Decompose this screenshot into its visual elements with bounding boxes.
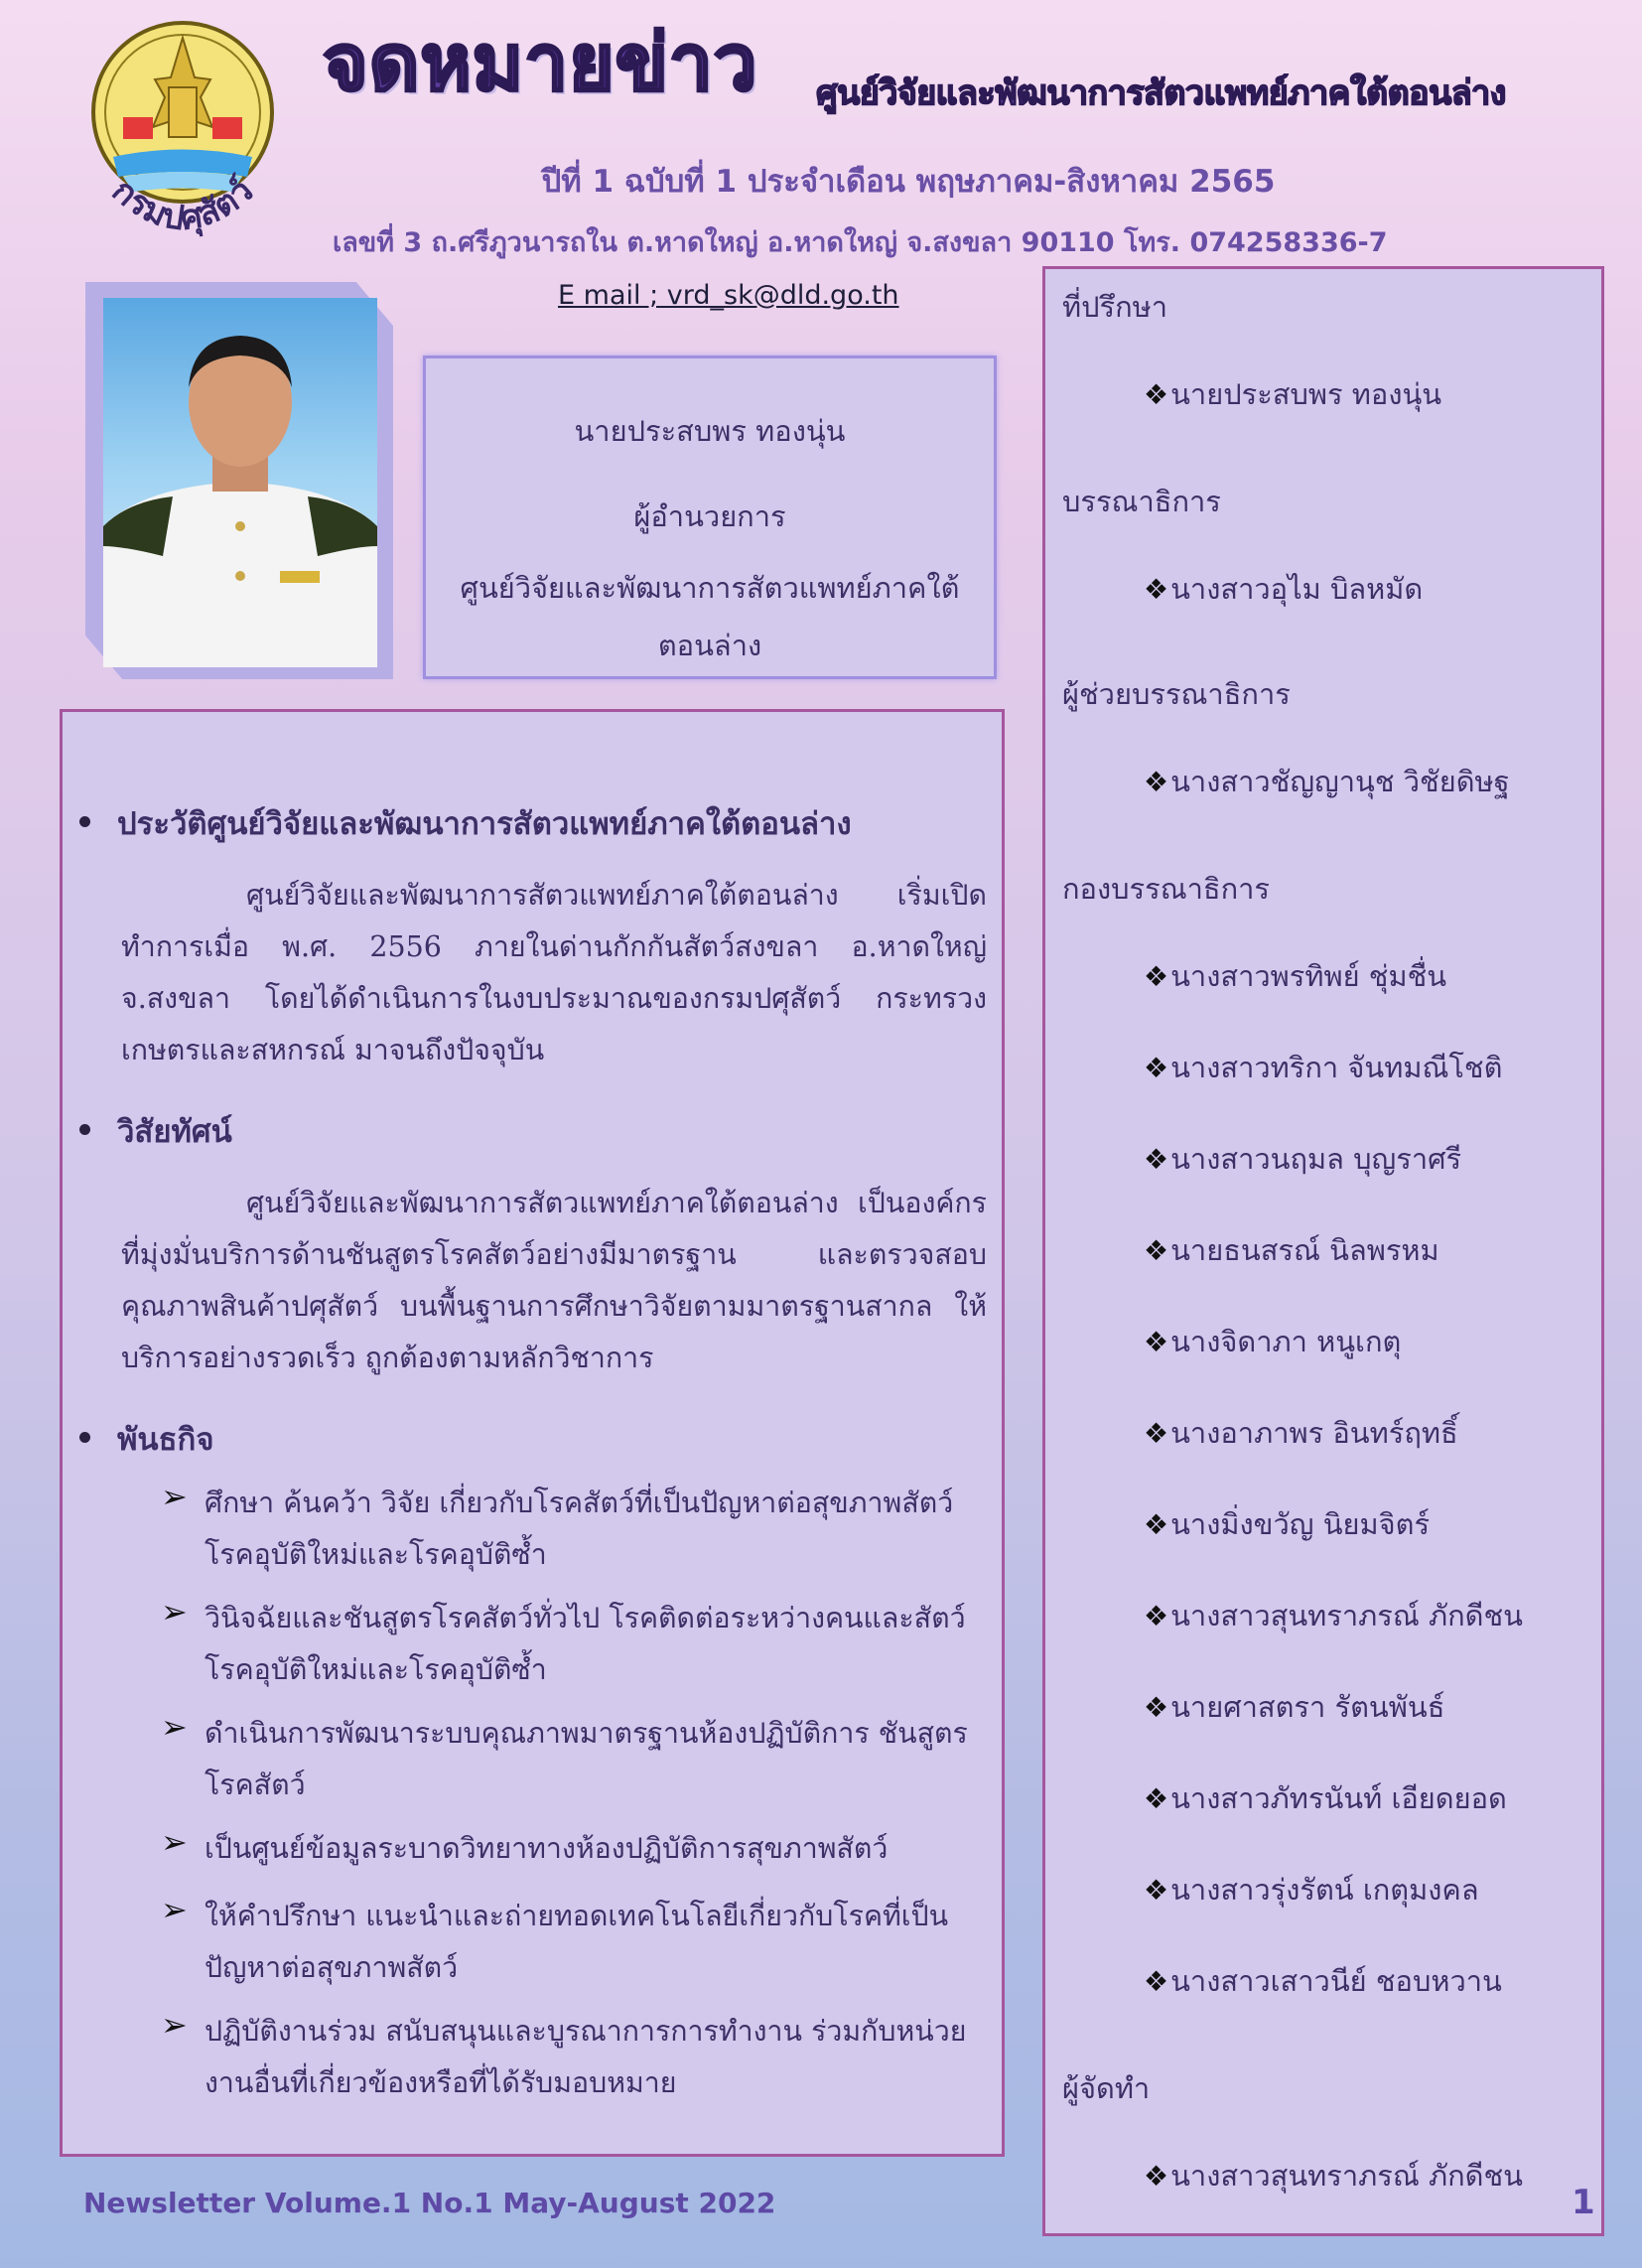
diamond-bullet-icon: ❖ [1144,378,1169,411]
director-photo [103,298,377,667]
mission-heading: พันธกิจ [117,1422,214,1458]
page-number: 1 [1572,2183,1595,2222]
mission-item: ศึกษา ค้นคว้า วิจัย เกี่ยวกับโรคสัตว์ที่เป็นปัญหาต่อสุขภาพสัตว์ โรคอุบัติใหม่และโรคอุบัติซ้ำ [205,1487,954,1571]
arrow-bullet-icon: ➢ [161,1823,188,1861]
diamond-bullet-icon: ❖ [1144,1143,1169,1176]
advisor-name: ❖นายประสบพร ทองนุ่น [1144,377,1442,411]
board-member: ❖นางสาวทริกา จันทมณีโชติ [1144,1051,1503,1084]
director-name: นายประสบพร ทองนุ่น [574,414,846,448]
board-member: ❖นางสาวภัทรนันท์ เอียดยอด [1144,1781,1507,1815]
board-member: ❖นางสาวรุ่งรัตน์ เกตุมงคล [1144,1873,1479,1907]
bullet-icon [79,1432,90,1443]
board-member: ❖นางจิดาภา หนูเกตุ [1144,1325,1402,1358]
assistant-editor-label: ผู้ช่วยบรรณาธิการ [1062,677,1291,711]
diamond-bullet-icon: ❖ [1144,1326,1169,1358]
footer-volume: Newsletter Volume.1 No.1 May-August 2022 [83,2187,776,2219]
diamond-bullet-icon: ❖ [1144,2160,1169,2193]
arrow-bullet-icon: ➢ [161,1478,188,1515]
board-member: ❖นางสาวสุนทราภรณ์ ภักดีชน [1144,1599,1523,1632]
diamond-bullet-icon: ❖ [1144,1417,1169,1450]
diamond-bullet-icon: ❖ [1144,766,1169,798]
diamond-bullet-icon: ❖ [1144,960,1169,993]
director-info-box [423,355,997,679]
producer-name: ❖นางสาวสุนทราภรณ์ ภักดีชน [1144,2159,1523,2193]
director-org-line2: ตอนล่าง [657,629,762,662]
diamond-bullet-icon: ❖ [1144,1234,1169,1267]
history-paragraph: ศูนย์วิจัยและพัฒนาการสัตวแพทย์ภาคใต้ตอนล่าง เริ่มเปิดทำการเมื่อ พ.ศ. 2556 ภายในด่านกักกันสัตว์สงขลา อ.หาดใหญ่ จ.สงขลา โดยได้ดำเนินการในงบประมาณของกรมปศุสัตว์ กระทรวงเกษตรและสหกรณ์ มาจนถึงปัจจุบัน [121,879,987,1066]
arrow-bullet-icon: ➢ [161,1593,188,1630]
department-logo [83,18,282,266]
board-member: ❖นางสาวนฤมล บุญราศรี [1144,1142,1462,1176]
arrow-bullet-icon: ➢ [161,1891,188,1928]
diamond-bullet-icon: ❖ [1144,1874,1169,1907]
diamond-bullet-icon: ❖ [1144,1052,1169,1084]
issue-info: ปีที่ 1 ฉบับที่ 1 ประจำเดือน พฤษภาคม-สิงหาคม 2565 [541,164,1276,200]
newsletter-title: จดหมายข่าว [323,19,758,108]
vision-heading: วิสัยทัศน์ [117,1114,232,1150]
diamond-bullet-icon: ❖ [1144,1691,1169,1724]
mission-item: เป็นศูนย์ข้อมูลระบาดวิทยาทางห้องปฏิบัติการสุขภาพสัตว์ [205,1832,889,1865]
logo-text: กรมปศุสัตว์ [103,170,262,239]
mission-item: ให้คำปรึกษา แนะนำและถ่ายทอดเทคโนโลยีเกี่ยวกับโรคที่เป็นปัญหาต่อสุขภาพสัตว์ [205,1900,949,1984]
editor-name: ❖นางสาวอุไม บิลหมัด [1144,572,1424,606]
mission-item: ปฏิบัติงานร่วม สนับสนุนและบูรณาการการทำงาน ร่วมกับหน่วยงานอื่นที่เกี่ยวข้องหรือที่ได้รับมอบหมาย [205,2015,967,2099]
board-member: ❖นายศาสตรา รัตนพันธ์ [1144,1690,1445,1724]
diamond-bullet-icon: ❖ [1144,1508,1169,1541]
board-member: ❖นางมิ่งขวัญ นิยมจิตร์ [1144,1507,1431,1541]
bullet-icon [79,1124,90,1135]
arrow-bullet-icon: ➢ [161,2006,188,2044]
board-member: ❖นายธนสรณ์ นิลพรหม [1144,1233,1439,1267]
board-member: ❖นางสาวพรทิพย์ ชุ่มชื่น [1144,959,1447,993]
arrow-bullet-icon: ➢ [161,1708,188,1746]
diamond-bullet-icon: ❖ [1144,573,1169,606]
producer-label: ผู้จัดทำ [1062,2071,1151,2105]
board-member: ❖นางอาภาพร อินทร์ฤทธิ์ [1144,1416,1458,1450]
history-heading: ประวัติศูนย์วิจัยและพัฒนาการสัตวแพทย์ภาคใต้ตอนล่าง [117,806,852,842]
mission-item: ดำเนินการพัฒนาระบบคุณภาพมาตรฐานห้องปฏิบัติการ ชันสูตรโรคสัตว์ [205,1717,968,1801]
bullet-icon [79,816,90,827]
editor-label: บรรณาธิการ [1062,485,1221,518]
board-member: ❖นางสาวเสาวนีย์ ชอบหวาน [1144,1964,1502,1998]
organization-title: ศูนย์วิจัยและพัฒนาการสัตวแพทย์ภาคใต้ตอนล่าง [816,73,1506,113]
diamond-bullet-icon: ❖ [1144,1600,1169,1632]
assistant-editor-name: ❖นางสาวชัญญานุช วิชัยดิษฐ [1144,765,1510,798]
director-org-line1: ศูนย์วิจัยและพัฒนาการสัตวแพทย์ภาคใต้ [460,571,960,605]
diamond-bullet-icon: ❖ [1144,1782,1169,1815]
director-position: ผู้อำนวยการ [633,499,786,533]
advisor-label: ที่ปรึกษา [1062,290,1168,324]
mission-item: วินิจฉัยและชันสูตรโรคสัตว์ทั่วไป โรคติดต่อระหว่างคนและสัตว์ โรคอุบัติใหม่และโรคอุบัติซ้ำ [205,1602,966,1686]
editorial-board-label: กองบรรณาธิการ [1062,872,1271,906]
diamond-bullet-icon: ❖ [1144,1965,1169,1998]
vision-paragraph: ศูนย์วิจัยและพัฒนาการสัตวแพทย์ภาคใต้ตอนล่าง เป็นองค์กรที่มุ่งมั่นบริการด้านชันสูตรโรคสัตว์อย่างมีมาตรฐาน และตรวจสอบคุณภาพสินค้าปศุสัตว์ บนพื้นฐานการศึกษาวิจัยตามมาตรฐานสากล ให้บริการอย่างรวดเร็ว ถูกต้องตามหลักวิชาการ [121,1187,987,1374]
email-link[interactable]: E mail ; vrd_sk@dld.go.th [558,280,899,311]
address-info: เลขที่ 3 ถ.ศรีภูวนารถใน ต.หาดใหญ่ อ.หาดใหญ่ จ.สงขลา 90110 โทร. 074258336-7 [333,227,1388,258]
